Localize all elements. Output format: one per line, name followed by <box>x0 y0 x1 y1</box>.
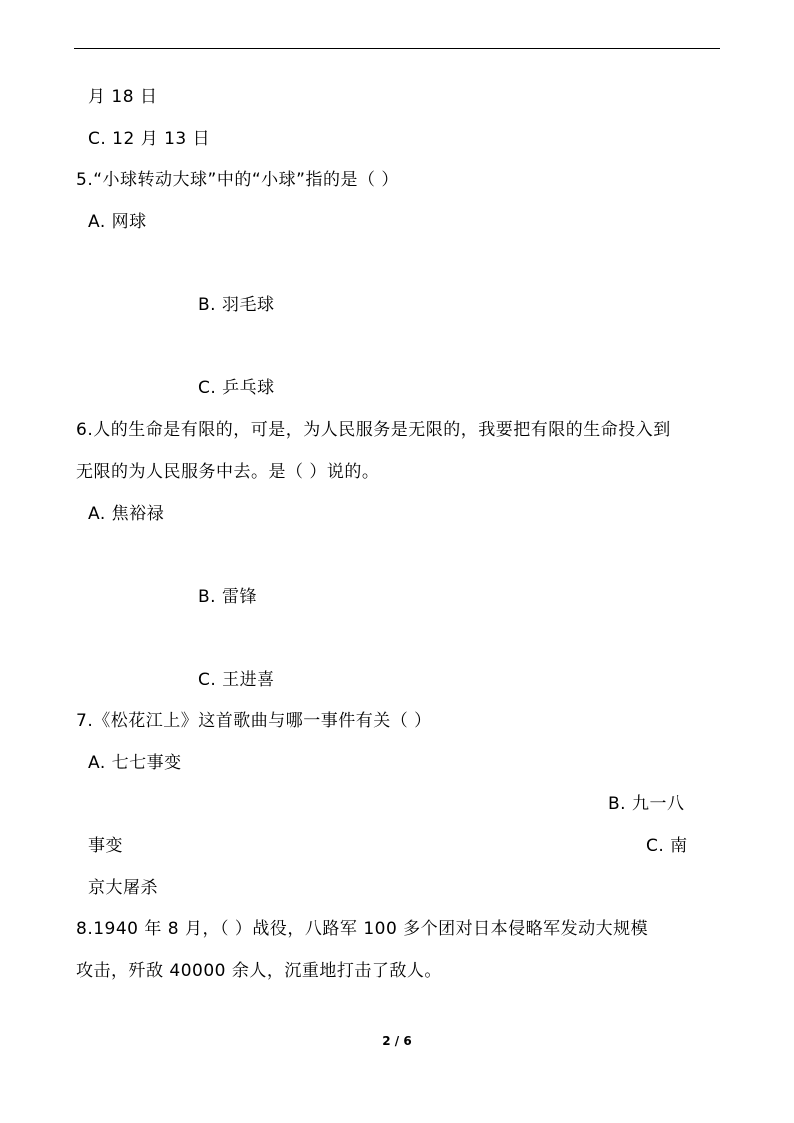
option-b-q7: B. 九一八 <box>608 794 685 814</box>
option-c-q4: C. 12 月 13 日 <box>88 129 211 149</box>
continued-answer-line: 月 18 日 <box>88 87 158 107</box>
question-8-line-2: 攻击，歼敌 40000 余人，沉重地打击了敌人。 <box>76 961 442 981</box>
question-8-line-1: 8.1940 年 8 月，（ ）战役，八路军 100 多个团对日本侵略军发动大规模 <box>76 919 649 939</box>
option-a-q7: A. 七七事变 <box>88 753 182 773</box>
question-5: 5.“小球转动大球”中的“小球”指的是（ ） <box>76 170 399 190</box>
option-c-q7: C. 南 <box>646 836 688 856</box>
option-b-q6: B. 雷锋 <box>198 587 257 607</box>
option-b-q5: B. 羽毛球 <box>198 295 275 315</box>
option-c-q5: C. 乒乓球 <box>198 378 275 398</box>
question-6-line-2: 无限的为人民服务中去。是（ ）说的。 <box>76 462 380 482</box>
question-7: 7.《松花江上》这首歌曲与哪一事件有关（ ） <box>76 711 432 731</box>
header-rule <box>74 48 720 49</box>
option-c-q6: C. 王进喜 <box>198 670 275 690</box>
page-number: 2 / 6 <box>382 1034 412 1048</box>
option-b-q7-continued: 事变 <box>88 836 123 856</box>
question-6-line-1: 6.人的生命是有限的，可是，为人民服务是无限的，我要把有限的生命投入到 <box>76 420 671 440</box>
option-a-q5: A. 网球 <box>88 212 147 232</box>
option-c-q7-continued: 京大屠杀 <box>88 878 158 898</box>
option-a-q6: A. 焦裕禄 <box>88 504 165 524</box>
